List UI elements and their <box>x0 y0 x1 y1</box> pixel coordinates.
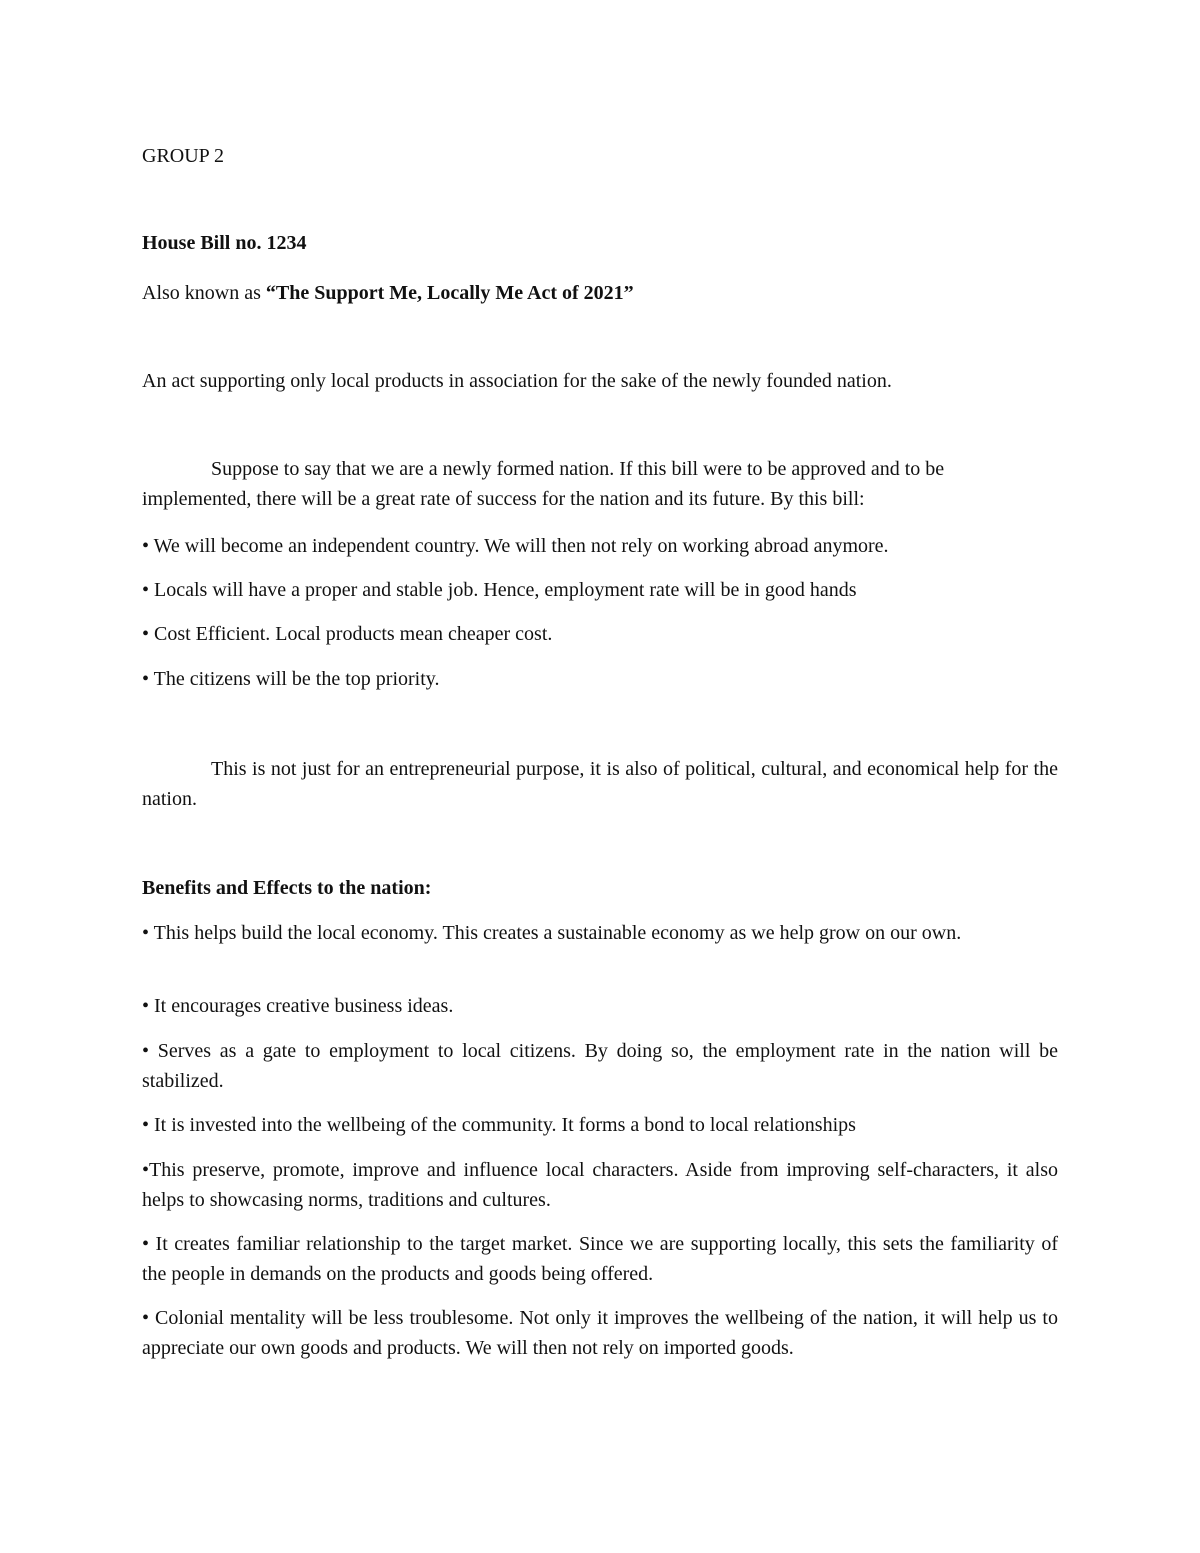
closing-paragraph: This is not just for an entrepreneurial purpose, it is also of political, cultural, and economical help for the nation. <box>142 758 1058 810</box>
bill-point-item: • We will become an independent country. We will then not rely on working abroad anymore. <box>142 535 889 557</box>
benefit-item: • It creates familiar relationship to the target market. Since we are supporting locally, this sets the familiarity of the people in demands on the products and goods being offered. <box>142 1233 1058 1285</box>
benefit-item: • Colonial mentality will be less troublesome. Not only it improves the wellbeing of the nation, it will help us to appreciate our own goods and products. We will then not rely on imported goods. <box>142 1307 1058 1359</box>
act-description: An act supporting only local products in association for the sake of the newly founded nation. <box>142 370 892 392</box>
bill-alias-title: “The Support Me, Locally Me Act of 2021” <box>265 282 634 304</box>
benefit-item: • It is invested into the wellbeing of the community. It forms a bond to local relationships <box>142 1114 856 1136</box>
benefit-item: • This helps build the local economy. This creates a sustainable economy as we help grow on our own. <box>142 922 962 944</box>
benefit-item: • It encourages creative business ideas. <box>142 995 454 1017</box>
benefit-item: • Serves as a gate to employment to local citizens. By doing so, the employment rate in the nation will be stabilized. <box>142 1040 1058 1092</box>
benefits-heading: Benefits and Effects to the nation: <box>142 877 432 899</box>
intro-paragraph: Suppose to say that we are a newly formed nation. If this bill were to be approved and to be implemented, there will be a great rate of success for the nation and its future. By this bill: <box>142 458 945 510</box>
bill-alias-prefix: Also known as <box>142 282 266 304</box>
group-label: GROUP 2 <box>142 145 225 167</box>
bill-alias <box>142 278 1058 308</box>
bill-point-item: • The citizens will be the top priority. <box>142 668 440 690</box>
benefit-item: •This preserve, promote, improve and influence local characters. Aside from improving self-characters, it also helps to showcasing norms, traditions and cultures. <box>142 1159 1058 1211</box>
bill-point-item: • Cost Efficient. Local products mean cheaper cost. <box>142 623 553 645</box>
bill-number: House Bill no. 1234 <box>142 232 307 254</box>
bill-point-item: • Locals will have a proper and stable job. Hence, employment rate will be in good hands <box>142 579 857 601</box>
